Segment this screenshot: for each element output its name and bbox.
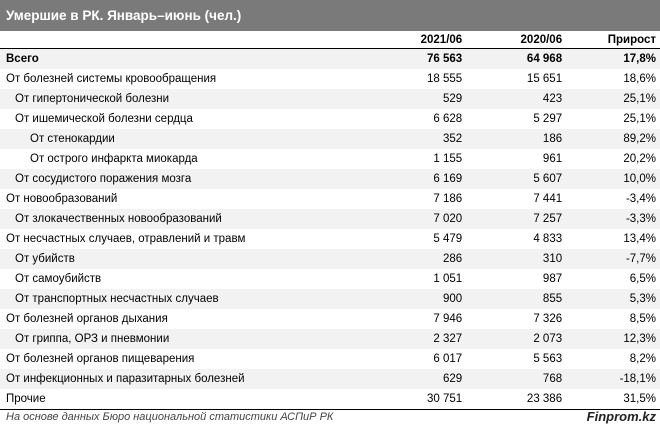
- value-2021: 352: [391, 129, 462, 149]
- value-2021: 286: [391, 249, 462, 269]
- value-2020: 2 073: [462, 329, 562, 349]
- value-2020: 4 833: [533, 233, 563, 245]
- value-2020: 855: [462, 289, 562, 309]
- row-name: От самоубийств: [15, 273, 102, 285]
- row-name: От болезней органов дыхания: [6, 313, 168, 325]
- value-2021: 1 051: [433, 273, 463, 285]
- table-header-row: [0, 31, 660, 49]
- table-row: [0, 149, 660, 169]
- growth-value: -3,4%: [625, 193, 656, 205]
- row-name: От несчастных случаев, отравлений и травм: [6, 233, 246, 245]
- table-row: [0, 209, 660, 229]
- value-2020: 987: [542, 273, 563, 285]
- table-row: [0, 389, 660, 410]
- growth-value: 8,2%: [629, 353, 656, 365]
- value-2020: 7 441: [533, 193, 563, 205]
- row-name: От новообразований: [6, 193, 118, 205]
- growth-value: 5,3%: [562, 289, 660, 309]
- value-2020: 961: [542, 153, 563, 165]
- table-title: Умершие в РК. Январь–июнь (чел.): [0, 0, 660, 31]
- growth-value: 31,5%: [562, 389, 660, 410]
- value-2020: 5 563: [533, 353, 563, 365]
- table-row: [0, 289, 660, 309]
- value-2021: 76 563: [391, 49, 462, 70]
- table-row: [0, 249, 660, 269]
- value-2020: 5 607: [462, 169, 562, 189]
- growth-value: 25,1%: [562, 89, 660, 109]
- table-row: [0, 269, 660, 289]
- row-name: От ишемической болезни сердца: [15, 113, 193, 125]
- value-2020: 23 386: [462, 389, 562, 410]
- table-row: [0, 69, 660, 89]
- table-row: [0, 189, 660, 209]
- value-2021: 2 327: [391, 329, 462, 349]
- growth-value: -18,1%: [562, 369, 660, 389]
- row-name: От убийств: [0, 249, 391, 269]
- source-note: На основе данных Бюро национальной статистики АСПиР РК: [6, 411, 334, 423]
- row-name: От болезней системы кровообращения: [6, 73, 217, 85]
- growth-value: -3,3%: [562, 209, 660, 229]
- growth-value: -7,7%: [562, 249, 660, 269]
- row-name: От болезней органов пищеварения: [6, 353, 195, 365]
- col-header-2020: 2020/06: [462, 31, 562, 49]
- value-2020: 5 297: [533, 113, 563, 125]
- table-row: [0, 49, 660, 70]
- row-name: Прочие: [0, 389, 391, 410]
- row-name: От острого инфаркта миокарда: [30, 153, 198, 165]
- growth-value: 89,2%: [562, 129, 660, 149]
- value-2020: 186: [462, 129, 562, 149]
- growth-value: 18,6%: [623, 73, 656, 85]
- value-2021: 5 479: [433, 233, 463, 245]
- col-header-growth: Прирост: [562, 31, 660, 49]
- brand-logo: Finprom.kz: [586, 409, 656, 424]
- growth-value: 20,2%: [623, 153, 656, 165]
- value-2021: 6 169: [391, 169, 462, 189]
- value-2021: 30 751: [391, 389, 462, 410]
- table-row: [0, 229, 660, 249]
- table-row: [0, 329, 660, 349]
- value-2021: 529: [391, 89, 462, 109]
- row-name: От злокачественных новообразований: [0, 209, 391, 229]
- value-2021: 1 155: [433, 153, 463, 165]
- table-row: [0, 169, 660, 189]
- growth-value: 25,1%: [623, 113, 656, 125]
- value-2021: 6 628: [433, 113, 463, 125]
- growth-value: 17,8%: [562, 49, 660, 70]
- deaths-table: [0, 31, 660, 410]
- table-row: [0, 89, 660, 109]
- value-2020: 768: [462, 369, 562, 389]
- value-2020: 7 257: [462, 209, 562, 229]
- row-name: От гриппа, ОРЗ и пневмонии: [0, 329, 391, 349]
- value-2021: 7 020: [391, 209, 462, 229]
- value-2020: 15 651: [526, 73, 563, 85]
- value-2021: 7 186: [433, 193, 463, 205]
- row-name: От транспортных несчастных случаев: [0, 289, 391, 309]
- growth-value: 8,5%: [629, 313, 656, 325]
- value-2020: 423: [462, 89, 562, 109]
- growth-value: 10,0%: [562, 169, 660, 189]
- table-row: [0, 129, 660, 149]
- table-row: [0, 109, 660, 129]
- row-name: От стенокардии: [0, 129, 391, 149]
- growth-value: 12,3%: [562, 329, 660, 349]
- row-name: Всего: [0, 49, 391, 70]
- value-2021: 6 017: [433, 353, 463, 365]
- row-name: От гипертонической болезни: [0, 89, 391, 109]
- value-2021: 900: [391, 289, 462, 309]
- value-2021: 18 555: [427, 73, 463, 85]
- value-2021: 7 946: [433, 313, 463, 325]
- col-header-2021: 2021/06: [391, 31, 462, 49]
- value-2021: 629: [391, 369, 462, 389]
- growth-value: 6,5%: [629, 273, 656, 285]
- table-row: [0, 349, 660, 369]
- table-row: [0, 369, 660, 389]
- value-2020: 64 968: [462, 49, 562, 70]
- row-name: От сосудистого поражения мозга: [0, 169, 391, 189]
- value-2020: 310: [462, 249, 562, 269]
- growth-value: 13,4%: [623, 233, 656, 245]
- table-row: [0, 309, 660, 329]
- row-name: От инфекционных и паразитарных болезней: [0, 369, 391, 389]
- value-2020: 7 326: [533, 313, 563, 325]
- footer: [0, 408, 660, 428]
- col-header-name: [0, 31, 391, 49]
